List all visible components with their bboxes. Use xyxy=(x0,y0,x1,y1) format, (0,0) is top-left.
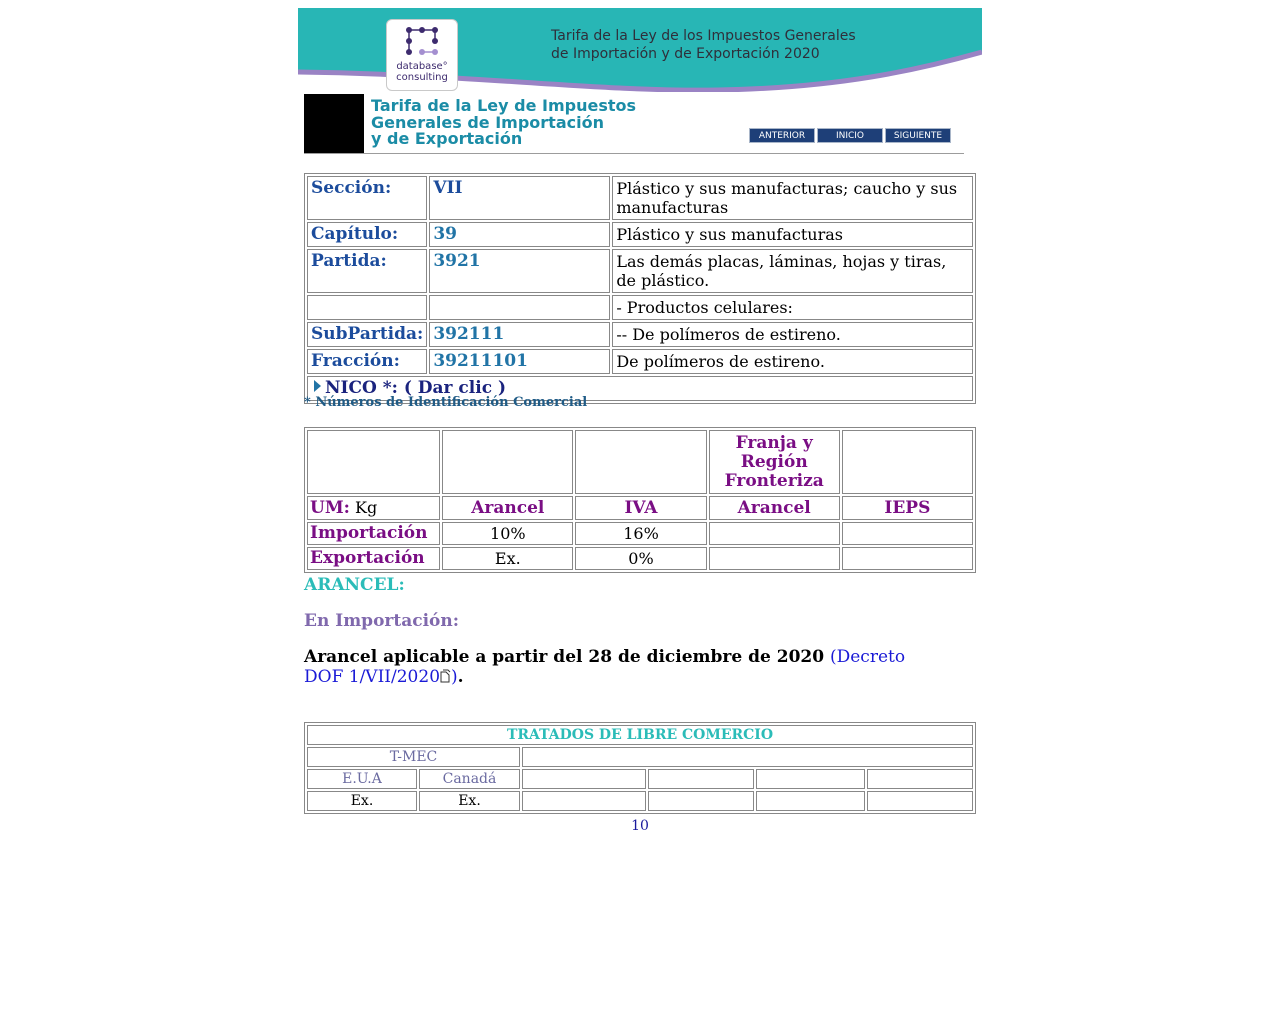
seccion-label: Sección: xyxy=(307,176,427,220)
decreto-dof-link-close: ) xyxy=(451,667,458,687)
importacion-arancel: 10% xyxy=(442,522,573,545)
page-title-line3: y de Exportación xyxy=(371,129,523,148)
empty-cell xyxy=(756,769,865,789)
subpartida-label: SubPartida: xyxy=(307,322,427,347)
table-row xyxy=(307,791,973,811)
document-icon xyxy=(440,669,451,683)
top-banner xyxy=(298,8,982,92)
empty-header-cell xyxy=(842,430,973,494)
um-label: UM: xyxy=(310,498,350,518)
en-importacion-heading: En Importación: xyxy=(304,611,460,631)
eua-value: Ex. xyxy=(307,791,417,811)
empty-cell xyxy=(648,769,754,789)
fraccion-code: 39211101 xyxy=(429,349,610,374)
empty-cell xyxy=(756,791,865,811)
tratados-title: TRATADOS DE LIBRE COMERCIO xyxy=(307,725,973,745)
canada-header: Canadá xyxy=(419,769,520,789)
classification-table xyxy=(304,173,976,404)
grupo-description: - Productos celulares: xyxy=(612,295,973,320)
exportacion-ieps xyxy=(842,547,973,570)
um-cell xyxy=(307,496,440,520)
um-value: Kg xyxy=(355,498,378,517)
empty-treaty-header xyxy=(522,747,973,767)
table-row xyxy=(307,295,973,320)
fraccion-description: De polímeros de estireno. xyxy=(612,349,973,374)
page-title-line1: Tarifa de la Ley de Impuestos xyxy=(371,96,637,115)
seccion-code: VII xyxy=(429,176,610,220)
subpartida-description: -- De polímeros de estireno. xyxy=(612,322,973,347)
table-row xyxy=(307,249,973,293)
table-row xyxy=(307,725,973,745)
empty-header-cell xyxy=(575,430,706,494)
table-row xyxy=(307,547,973,570)
capitulo-code: 39 xyxy=(429,222,610,247)
nico-label: NICO *: ( Dar clic ) xyxy=(325,378,507,398)
tratados-table xyxy=(304,722,976,814)
arancel-aplicable-text xyxy=(304,647,944,687)
tmec-header: T-MEC xyxy=(307,747,520,767)
page-title xyxy=(371,98,636,148)
rates-table xyxy=(304,427,976,573)
seccion-description: Plástico y sus manufacturas; caucho y sus manufacturas xyxy=(612,176,973,220)
banner-title xyxy=(551,27,856,63)
capitulo-description: Plástico y sus manufacturas xyxy=(612,222,973,247)
capitulo-label: Capítulo: xyxy=(307,222,427,247)
table-row xyxy=(307,222,973,247)
partida-code: 3921 xyxy=(429,249,610,293)
table-row xyxy=(307,349,973,374)
nico-footnote: * Números de Identificación Comercial xyxy=(304,395,588,410)
anterior-button[interactable]: ANTERIOR xyxy=(749,128,815,143)
subpartida-code: 392111 xyxy=(429,322,610,347)
aplicable-end: . xyxy=(457,667,464,687)
banner-title-line1: Tarifa de la Ley de los Impuestos Generales xyxy=(551,28,856,44)
importacion-iva: 16% xyxy=(575,522,706,545)
logo-text-database: database° xyxy=(396,61,448,72)
aplicable-text: Arancel aplicable a partir del 28 de diciembre de 2020 xyxy=(304,647,825,667)
franja-arancel-column-header: Arancel xyxy=(709,496,840,520)
ieps-column-header: IEPS xyxy=(842,496,973,520)
exportacion-iva: 0% xyxy=(575,547,706,570)
empty-cell xyxy=(867,769,973,789)
page-number: 10 xyxy=(631,818,649,834)
table-row xyxy=(307,496,973,520)
canada-value: Ex. xyxy=(419,791,520,811)
franja-header: Franja y Región Fronteriza xyxy=(709,430,840,494)
header-image-placeholder xyxy=(304,94,364,154)
database-consulting-logo xyxy=(386,19,458,91)
inicio-button[interactable]: INICIO xyxy=(817,128,883,143)
iva-column-header: IVA xyxy=(575,496,706,520)
exportacion-arancel: Ex. xyxy=(442,547,573,570)
table-row xyxy=(307,747,973,767)
empty-code-cell xyxy=(429,295,610,320)
empty-cell xyxy=(522,769,646,789)
siguiente-button[interactable]: SIGUIENTE xyxy=(885,128,951,143)
empty-cell xyxy=(867,791,973,811)
table-row xyxy=(307,769,973,789)
exportacion-label: Exportación xyxy=(307,547,440,570)
fraccion-label: Fracción: xyxy=(307,349,427,374)
eua-header: E.U.A xyxy=(307,769,417,789)
table-row xyxy=(307,176,973,220)
decreto-dof-link-text: (Decreto DOF 1/VII/2020 xyxy=(304,647,906,687)
empty-header-cell xyxy=(442,430,573,494)
arancel-heading: ARANCEL: xyxy=(304,575,405,595)
header-divider xyxy=(304,153,964,154)
empty-label-cell xyxy=(307,295,427,320)
partida-description: Las demás placas, láminas, hojas y tiras, de plástico. xyxy=(612,249,973,293)
arancel-column-header: Arancel xyxy=(442,496,573,520)
importacion-franja xyxy=(709,522,840,545)
logo-icon xyxy=(387,20,457,62)
table-row xyxy=(307,430,973,494)
page-title-line2: Generales de Importación xyxy=(371,112,604,132)
table-row xyxy=(307,522,973,545)
table-row xyxy=(307,322,973,347)
banner-title-line2: de Importación y de Exportación 2020 xyxy=(551,46,820,62)
expand-triangle-icon xyxy=(314,380,321,392)
empty-cell xyxy=(648,791,754,811)
importacion-label: Importación xyxy=(307,522,440,545)
importacion-ieps xyxy=(842,522,973,545)
partida-label: Partida: xyxy=(307,249,427,293)
exportacion-franja xyxy=(709,547,840,570)
empty-cell xyxy=(522,791,646,811)
empty-header-cell xyxy=(307,430,440,494)
logo-text-consulting: consulting xyxy=(396,72,448,83)
